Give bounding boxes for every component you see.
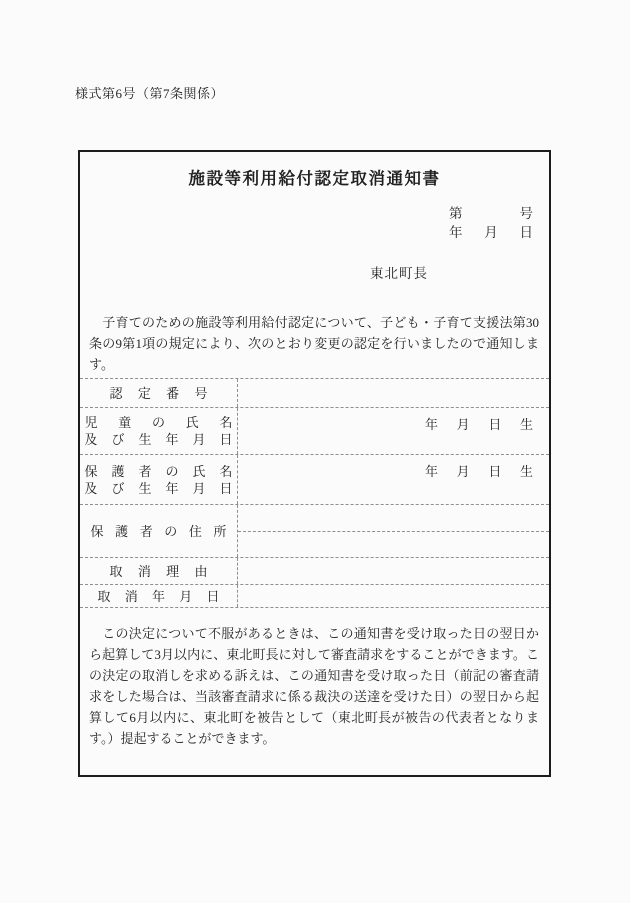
guardian-address-value-line1 xyxy=(238,505,549,532)
cert-number-label-cell xyxy=(80,379,238,407)
notice-title: 施設等利用給付認定取消通知書 xyxy=(188,169,441,188)
intro-paragraph: 子育てのための施設等利用給付認定について、子ども・子育て支援法第30条の9第1項の規定により、次のとおり変更の認定を行いましたので通知します。 xyxy=(89,315,539,372)
cancel-date-label: 取消年月日 xyxy=(97,588,220,604)
issue-number-prefix: 第 xyxy=(449,206,463,221)
guardian-address-label: 保護者の住所 xyxy=(90,523,227,539)
table-row-cancel-date xyxy=(80,584,549,607)
appeal-paragraph: この決定について不服があるときは、この通知書を受け取った日の翌日から起算して3月以内に、東北町長に対して審査請求をすることができます。この決定の取消しを求める訴えは、この通知書を受け取った日（前記の審査請求をした場合は、当該審査請求に係る裁決の送達を受けた日）の翌日から起算して6月以内に、東北町を被告として（東北町長が被告の代表者となります。）提起することができます。 xyxy=(89,626,539,746)
cert-number-value-cell xyxy=(238,379,549,407)
cert-number-label: 認定番号 xyxy=(109,385,208,401)
guardian-name-value-cell xyxy=(238,455,549,504)
guardian-address-label-cell xyxy=(80,505,238,557)
year-label: 年 xyxy=(425,464,439,479)
table-row-cert-number xyxy=(80,379,549,407)
guardian-address-value-cell xyxy=(238,505,549,557)
cancel-date-value-cell xyxy=(238,585,549,607)
table-row-guardian-address xyxy=(80,504,549,557)
issue-date-row xyxy=(449,224,533,243)
table-row-child-name-birth xyxy=(80,407,549,454)
table-row-cancel-reason xyxy=(80,557,549,584)
guardian-name-label-line2: 及び生年月日 xyxy=(84,480,233,496)
issue-date-day-label: 日 xyxy=(519,224,533,240)
issue-meta xyxy=(449,205,533,242)
guardian-birth-date-hint xyxy=(425,461,533,480)
month-label: 月 xyxy=(456,464,470,479)
cancel-reason-value-cell xyxy=(238,558,549,584)
born-label: 生 xyxy=(519,464,533,479)
guardian-name-label-line1: 保護者の氏名 xyxy=(84,463,233,479)
issuer-label: 東北町長 xyxy=(370,266,428,281)
guardian-address-value-line2 xyxy=(238,532,549,558)
cancel-reason-label: 取消理由 xyxy=(109,563,208,579)
issue-date-year-label: 年 xyxy=(449,224,463,240)
month-label: 月 xyxy=(456,417,470,432)
child-name-label-cell xyxy=(80,408,238,454)
day-label: 日 xyxy=(488,464,502,479)
guardian-name-label-cell xyxy=(80,455,238,504)
table-row-guardian-name-birth xyxy=(80,454,549,504)
child-name-value-cell xyxy=(238,408,549,454)
notice-box xyxy=(78,150,551,777)
child-name-label-line2: 及び生年月日 xyxy=(84,432,233,447)
issue-date-month-label: 月 xyxy=(484,224,498,240)
year-label: 年 xyxy=(425,417,439,432)
cancel-reason-label-cell xyxy=(80,558,238,584)
form-number-label: 様式第6号（第7条関係） xyxy=(75,86,225,101)
certification-table xyxy=(80,378,549,608)
cancel-date-label-cell xyxy=(80,585,238,607)
child-name-label-line1: 児童の氏名 xyxy=(84,415,233,430)
issue-number-suffix: 号 xyxy=(519,206,533,221)
day-label: 日 xyxy=(488,417,502,432)
child-birth-date-hint xyxy=(425,414,533,433)
born-label: 生 xyxy=(519,417,533,432)
issue-number-row xyxy=(449,205,533,224)
